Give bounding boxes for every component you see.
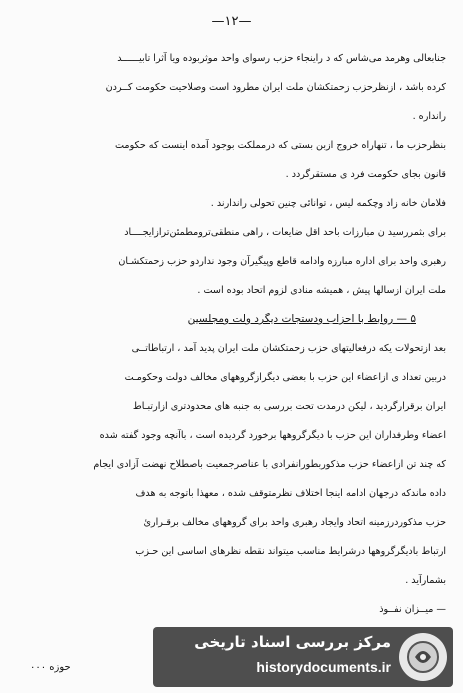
text-line: فلامان خانه زاد وچکمه لیس ، توانائی چنین تحولی راندارند . — [210, 198, 446, 209]
text-line: بعد ازتحولات یکه درفعالیتهای حزب زحمتکشان ملت ایران پدید آمد ، ارتباطاتــی — [131, 343, 446, 354]
text-line: ایران برقرارگردید ، لیکن درمدت تحت بررسی به جنبه های محدودتری ازارتبـاط — [132, 401, 446, 412]
text-line: قانون بجای حکومت فرد ی مستقرگردد . — [285, 169, 446, 180]
section-heading: ۵ — روابط با احزاب ودستجات دیگرد ولت ومجلسین — [187, 313, 416, 325]
text-line: برای بثمررسید ن مبارزات باحد اقل ضایعات ، راهی منطقی‌ترومطمئن‌ترازایجــــاد — [124, 227, 446, 238]
page-number: —۱۲— — [211, 14, 252, 29]
text-line: اعضاء وطرفداران این حزب با دیگرگروهها برخورد گردیده است ، باآنچه وجود گفته شده — [99, 430, 446, 441]
text-line: داده ماندکه درجهان ادامه اینجا اختلاف نظرمتوقف شده ، معهذا باتوجه به هدف — [135, 488, 446, 499]
text-line: حزب مذکوردرزمینه اتحاد وایجاد رهبری واحد برای گروههای مخالف برقـرارئ — [143, 517, 446, 528]
text-line: — میــزان نفــوذ — [379, 604, 446, 615]
text-line: ارتباط بادیگرگروهها درشرایط مناسب میتواند نقطه نظرهای اساسی این حـزب — [135, 546, 446, 557]
text-line: جنابعالی وهرمد می‌شاس که د راینجاء حزب رسوای واحد موثربوده ویا آثرا تابیــــــد — [117, 53, 446, 64]
text-line: دربین تعداد ی ازاعضاء این حزب با بعضی دیگرازگروههای مخالف دولت وحکومـت — [124, 372, 446, 383]
text-line: بنظرحزب ما ، تنهاراه خروج ازبن بستی که درمملکت بوجود آمده اینست که حکومت — [115, 140, 446, 151]
archive-logo-icon — [399, 633, 447, 681]
text-line: بشمارآید . — [405, 575, 446, 586]
document-body — [26, 52, 446, 632]
text-line: ملت ایران ازسالها پیش ، همیشه منادی لزوم اتحاد بوده است . — [197, 285, 446, 296]
text-line: کرده باشد ، ازنظرحزب زحمتکشان ملت ایران مطرود است وصلاحیت حکومت کــردن — [105, 82, 446, 93]
text-line: که چند تن ازاعضاء حزب مذکوربطورانفرادی با عناصرجمعیت باصطلاح نهضت آزادی ایجام — [93, 459, 446, 470]
watermark-banner — [153, 627, 453, 687]
watermark-title: مرکز بررسی اسناد تاریخی — [194, 633, 391, 651]
text-line: رانداره . — [412, 111, 446, 122]
text-line: رهبری واحد برای اداره مبارزه وادامه قاطع وپیگیرآن وجود نداردو حزب زحمتکشـان — [118, 256, 446, 267]
watermark-url: historydocuments.ir — [256, 659, 391, 675]
footer-label: حوزه ۰۰۰ — [30, 662, 71, 673]
